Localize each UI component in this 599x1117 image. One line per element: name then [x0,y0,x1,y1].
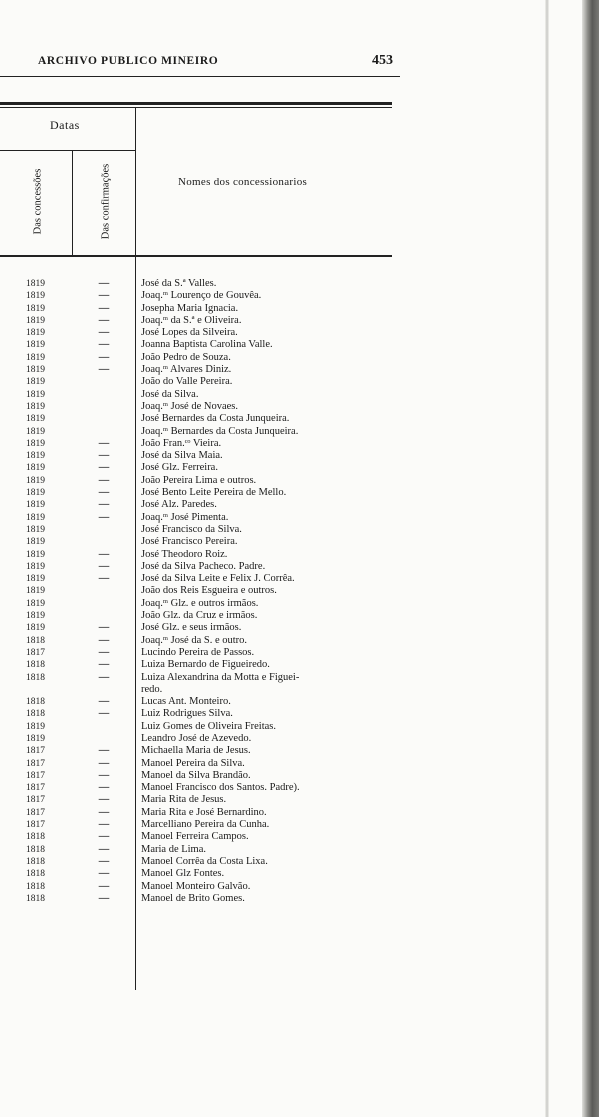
name-cell: José Francisco da Silva. [141,523,242,535]
confirmation-cell: — [98,314,110,326]
year-cell: 1818 [26,660,45,671]
year-cell: 1819 [26,279,45,289]
confirmation-cell: — [98,499,110,511]
name-cell: Joaq.ᵐ da S.ª e Oliveira. [141,314,242,326]
confirmation-cell: — [98,278,110,289]
year-cell: 1817 [26,795,45,806]
year-cell: 1817 [26,807,45,818]
name-cell: Joaq.ᵐ José de Novaes. [141,400,238,412]
year-cell: 1819 [26,574,45,585]
table-row [0,696,420,708]
year-cell: 1818 [26,881,45,892]
year-cell: 1818 [26,672,45,683]
name-cell: João do Valle Pereira. [141,376,233,388]
table-row [0,893,420,905]
name-cell: João dos Reis Esgueira e outros. [141,585,277,597]
table-row [0,561,420,573]
name-cell: José da Silva. [141,388,199,400]
name-cell: Leandro José de Azevedo. [141,732,252,744]
scan-shadow-edge [582,0,599,1117]
confirmation-cell: — [98,880,110,892]
name-cell: Lucas Ant. Monteiro. [141,696,231,708]
year-cell: 1819 [26,611,45,622]
table-row [0,352,420,364]
name-cell: Luiza Alexandrina da Motta e Figuei- [141,671,300,683]
name-cell: Manoel da Silva Brandão. [141,769,251,781]
table-row [0,819,420,831]
year-cell: 1818 [26,635,45,646]
confirmation-cell: — [98,634,110,646]
confirmation-cell: — [98,474,110,486]
name-cell: Manoel Pereira da Silva. [141,757,245,769]
table-row [0,549,420,561]
year-cell: 1819 [26,315,45,326]
name-cell: José da Silva Leite e Felix J. Corrêa. [141,573,295,585]
confirmation-cell: — [98,794,110,806]
year-cell: 1819 [26,623,45,634]
confirmation-cell: — [98,339,110,351]
year-cell: 1819 [26,721,45,732]
name-cell: Joaq.ᵐ Glz. e outros irmãos. [141,597,259,609]
table-row [0,856,420,868]
name-cell: José Alz. Paredes. [141,499,217,511]
name-cell: Luiza Bernardo de Figueiredo. [141,659,270,671]
confirmation-cell: — [98,708,110,720]
name-cell: João Glz. da Cruz e irmãos. [141,610,258,622]
year-cell: 1818 [26,869,45,880]
name-cell: Joaq.ᵐ Lourenço de Gouvêa. [141,290,262,302]
name-cell: Joanna Baptista Carolina Valle. [141,339,273,351]
header-bottom-rule [0,255,392,257]
table-row [0,438,420,450]
table-row [0,389,420,401]
table-row [0,376,420,388]
table-row [0,315,420,327]
year-cell: 1818 [26,709,45,720]
confirmation-cell: — [98,573,110,585]
confirmation-cell: — [98,696,110,708]
confirmation-cell: — [98,622,110,634]
table-row [0,524,420,536]
year-cell: 1819 [26,586,45,597]
table-row [0,721,420,733]
year-cell: 1817 [26,758,45,769]
table-top-rule [0,102,392,105]
confirmation-cell: — [98,548,110,560]
table-row [0,684,420,696]
confirmation-cell: — [98,487,110,499]
name-cell: José da Silva Pacheco. Padre. [141,560,266,572]
name-cell: José Glz. Ferreira. [141,462,218,474]
year-cell: 1819 [26,549,45,560]
confirmation-cell: — [98,646,110,658]
table-row [0,512,420,524]
table-row [0,881,420,893]
name-cell: Maria Rita e José Bernardino. [141,806,267,818]
name-cell: Manoel Francisco dos Santos. Padre). [141,782,300,794]
table-row [0,770,420,782]
year-cell: 1819 [26,561,45,572]
col-header-confirmacoes: Das confirmações [100,163,112,240]
year-cell: 1819 [26,451,45,462]
name-cell: Manoel Monteiro Galvão. [141,880,251,892]
year-cell: 1819 [26,377,45,388]
name-cell: Joaq.ᵐ Alvares Diniz. [141,364,232,376]
table-row [0,573,420,585]
confirmation-cell: — [98,659,110,671]
confirmation-cell: — [98,351,110,363]
confirmation-cell: — [98,302,110,314]
table-top-rule-thin [0,107,392,108]
year-cell: 1819 [26,340,45,351]
table-row [0,794,420,806]
confirmation-cell: — [98,364,110,376]
name-cell: João Pereira Lima e outros. [141,474,257,486]
year-cell: 1817 [26,746,45,757]
table-row [0,585,420,597]
year-cell: 1819 [26,352,45,363]
year-cell: 1819 [26,414,45,425]
year-cell: 1819 [26,389,45,400]
name-cell: Joaq.ᵐ José Pimenta. [141,511,229,523]
column-divider-dates [72,150,73,255]
name-cell: Lucindo Pereira de Passos. [141,646,255,658]
page-number: 453 [372,53,393,68]
table-row [0,610,420,622]
year-cell: 1817 [26,783,45,794]
name-cell: José Francisco Pereira. [141,536,238,548]
name-cell: Luiz Rodrigues Silva. [141,708,233,720]
confirmation-cell: — [98,560,110,572]
confirmation-cell: — [98,450,110,462]
year-cell: 1819 [26,475,45,486]
table-row [0,327,420,339]
year-cell: 1819 [26,365,45,376]
table-row [0,758,420,770]
table-row [0,622,420,634]
name-cell: José Bernardes da Costa Junqueira. [141,413,290,425]
year-cell: 1819 [26,463,45,474]
confirmation-cell: — [98,782,110,794]
table-row [0,426,420,438]
year-cell: 1819 [26,303,45,314]
datas-group-rule [0,150,135,151]
table-row [0,303,420,315]
table-row [0,487,420,499]
name-cell: José da S.ª Valles. [141,278,217,289]
table-row [0,462,420,474]
table-row [0,339,420,351]
name-cell: Luiz Gomes de Oliveira Freitas. [141,720,277,732]
confirmation-cell: — [98,745,110,757]
name-cell: Marcelliano Pereira da Cunha. [141,819,270,831]
confirmation-cell: — [98,290,110,302]
table-row [0,290,420,302]
name-cell: João Pedro de Souza. [141,351,231,363]
table-row [0,831,420,843]
table-row [0,647,420,659]
year-cell: 1819 [26,500,45,511]
year-cell: 1819 [26,488,45,499]
name-cell: Manoel Glz Fontes. [141,868,225,880]
year-cell: 1818 [26,856,45,867]
name-cell: Maria Rita de Jesus. [141,794,227,806]
year-cell: 1819 [26,524,45,535]
table-row [0,364,420,376]
name-cell: Josepha Maria Ignacia. [141,302,239,314]
name-cell: João Fran.ᶜᵒ Vieira. [141,437,222,449]
name-cell: Maria de Lima. [141,843,207,855]
table-row [0,708,420,720]
table-row [0,536,420,548]
year-cell: 1818 [26,697,45,708]
confirmation-cell: — [98,511,110,523]
confirmation-cell: — [98,868,110,880]
table-row [0,598,420,610]
table-row [0,499,420,511]
header-rule [0,76,400,77]
year-cell: 1817 [26,647,45,658]
confirmation-cell: — [98,437,110,449]
name-cell: José Theodoro Roiz. [141,548,228,560]
table-row [0,413,420,425]
name-cell: José da Silva Maia. [141,450,223,462]
table-row [0,401,420,413]
scan-shadow-light [545,0,549,1117]
name-cell: José Bento Leite Pereira de Mello. [141,487,287,499]
col-header-concessoes: Das concessões [32,168,44,235]
datas-group-label: Datas [50,118,80,132]
year-cell: 1819 [26,512,45,523]
name-cell: Manoel Ferreira Campos. [141,831,249,843]
year-cell: 1819 [26,401,45,412]
table-row [0,844,420,856]
name-cell: José Lopes da Silveira. [141,327,238,339]
year-cell: 1819 [26,291,45,302]
year-cell: 1817 [26,820,45,831]
col-header-names: Nomes dos concessionarios [178,176,308,188]
year-cell: 1818 [26,844,45,855]
confirmation-cell: — [98,327,110,339]
table-row [0,782,420,794]
table-row [0,745,420,757]
name-cell: Joaq.ᵐ Bernardes da Costa Junqueira. [141,425,299,437]
year-cell: 1819 [26,537,45,548]
name-cell: Michaella Maria de Jesus. [141,745,251,757]
running-head: ARCHIVO PUBLICO MINEIRO [38,55,219,67]
name-cell: José Glz. e seus irmãos. [141,622,242,634]
confirmation-cell: — [98,806,110,818]
confirmation-cell: — [98,892,110,904]
confirmation-cell: — [98,671,110,683]
table-row [0,672,420,684]
year-cell: 1819 [26,438,45,449]
name-cell: Manoel Corrêa da Costa Lixa. [141,855,268,867]
table-row [0,475,420,487]
confirmation-cell: — [98,831,110,843]
table-row [0,635,420,647]
table-row [0,450,420,462]
table-row [0,278,420,290]
year-cell: 1819 [26,733,45,744]
name-cell: Joaq.ᵐ José da S. e outro. [141,634,248,646]
year-cell: 1819 [26,328,45,339]
confirmation-cell: — [98,757,110,769]
table-row [0,733,420,745]
confirmation-cell: — [98,819,110,831]
confirmation-cell: — [98,769,110,781]
confirmation-cell: — [98,855,110,867]
name-cell: redo. [141,683,163,695]
table-row [0,807,420,819]
year-cell: 1819 [26,598,45,609]
table-row [0,868,420,880]
table-row [0,659,420,671]
table-body [0,278,420,905]
year-cell: 1819 [26,426,45,437]
year-cell: 1818 [26,832,45,843]
confirmation-cell: — [98,462,110,474]
year-cell: 1817 [26,770,45,781]
name-cell: Manoel de Brito Gomes. [141,892,245,904]
year-cell: 1818 [26,893,45,904]
confirmation-cell: — [98,843,110,855]
